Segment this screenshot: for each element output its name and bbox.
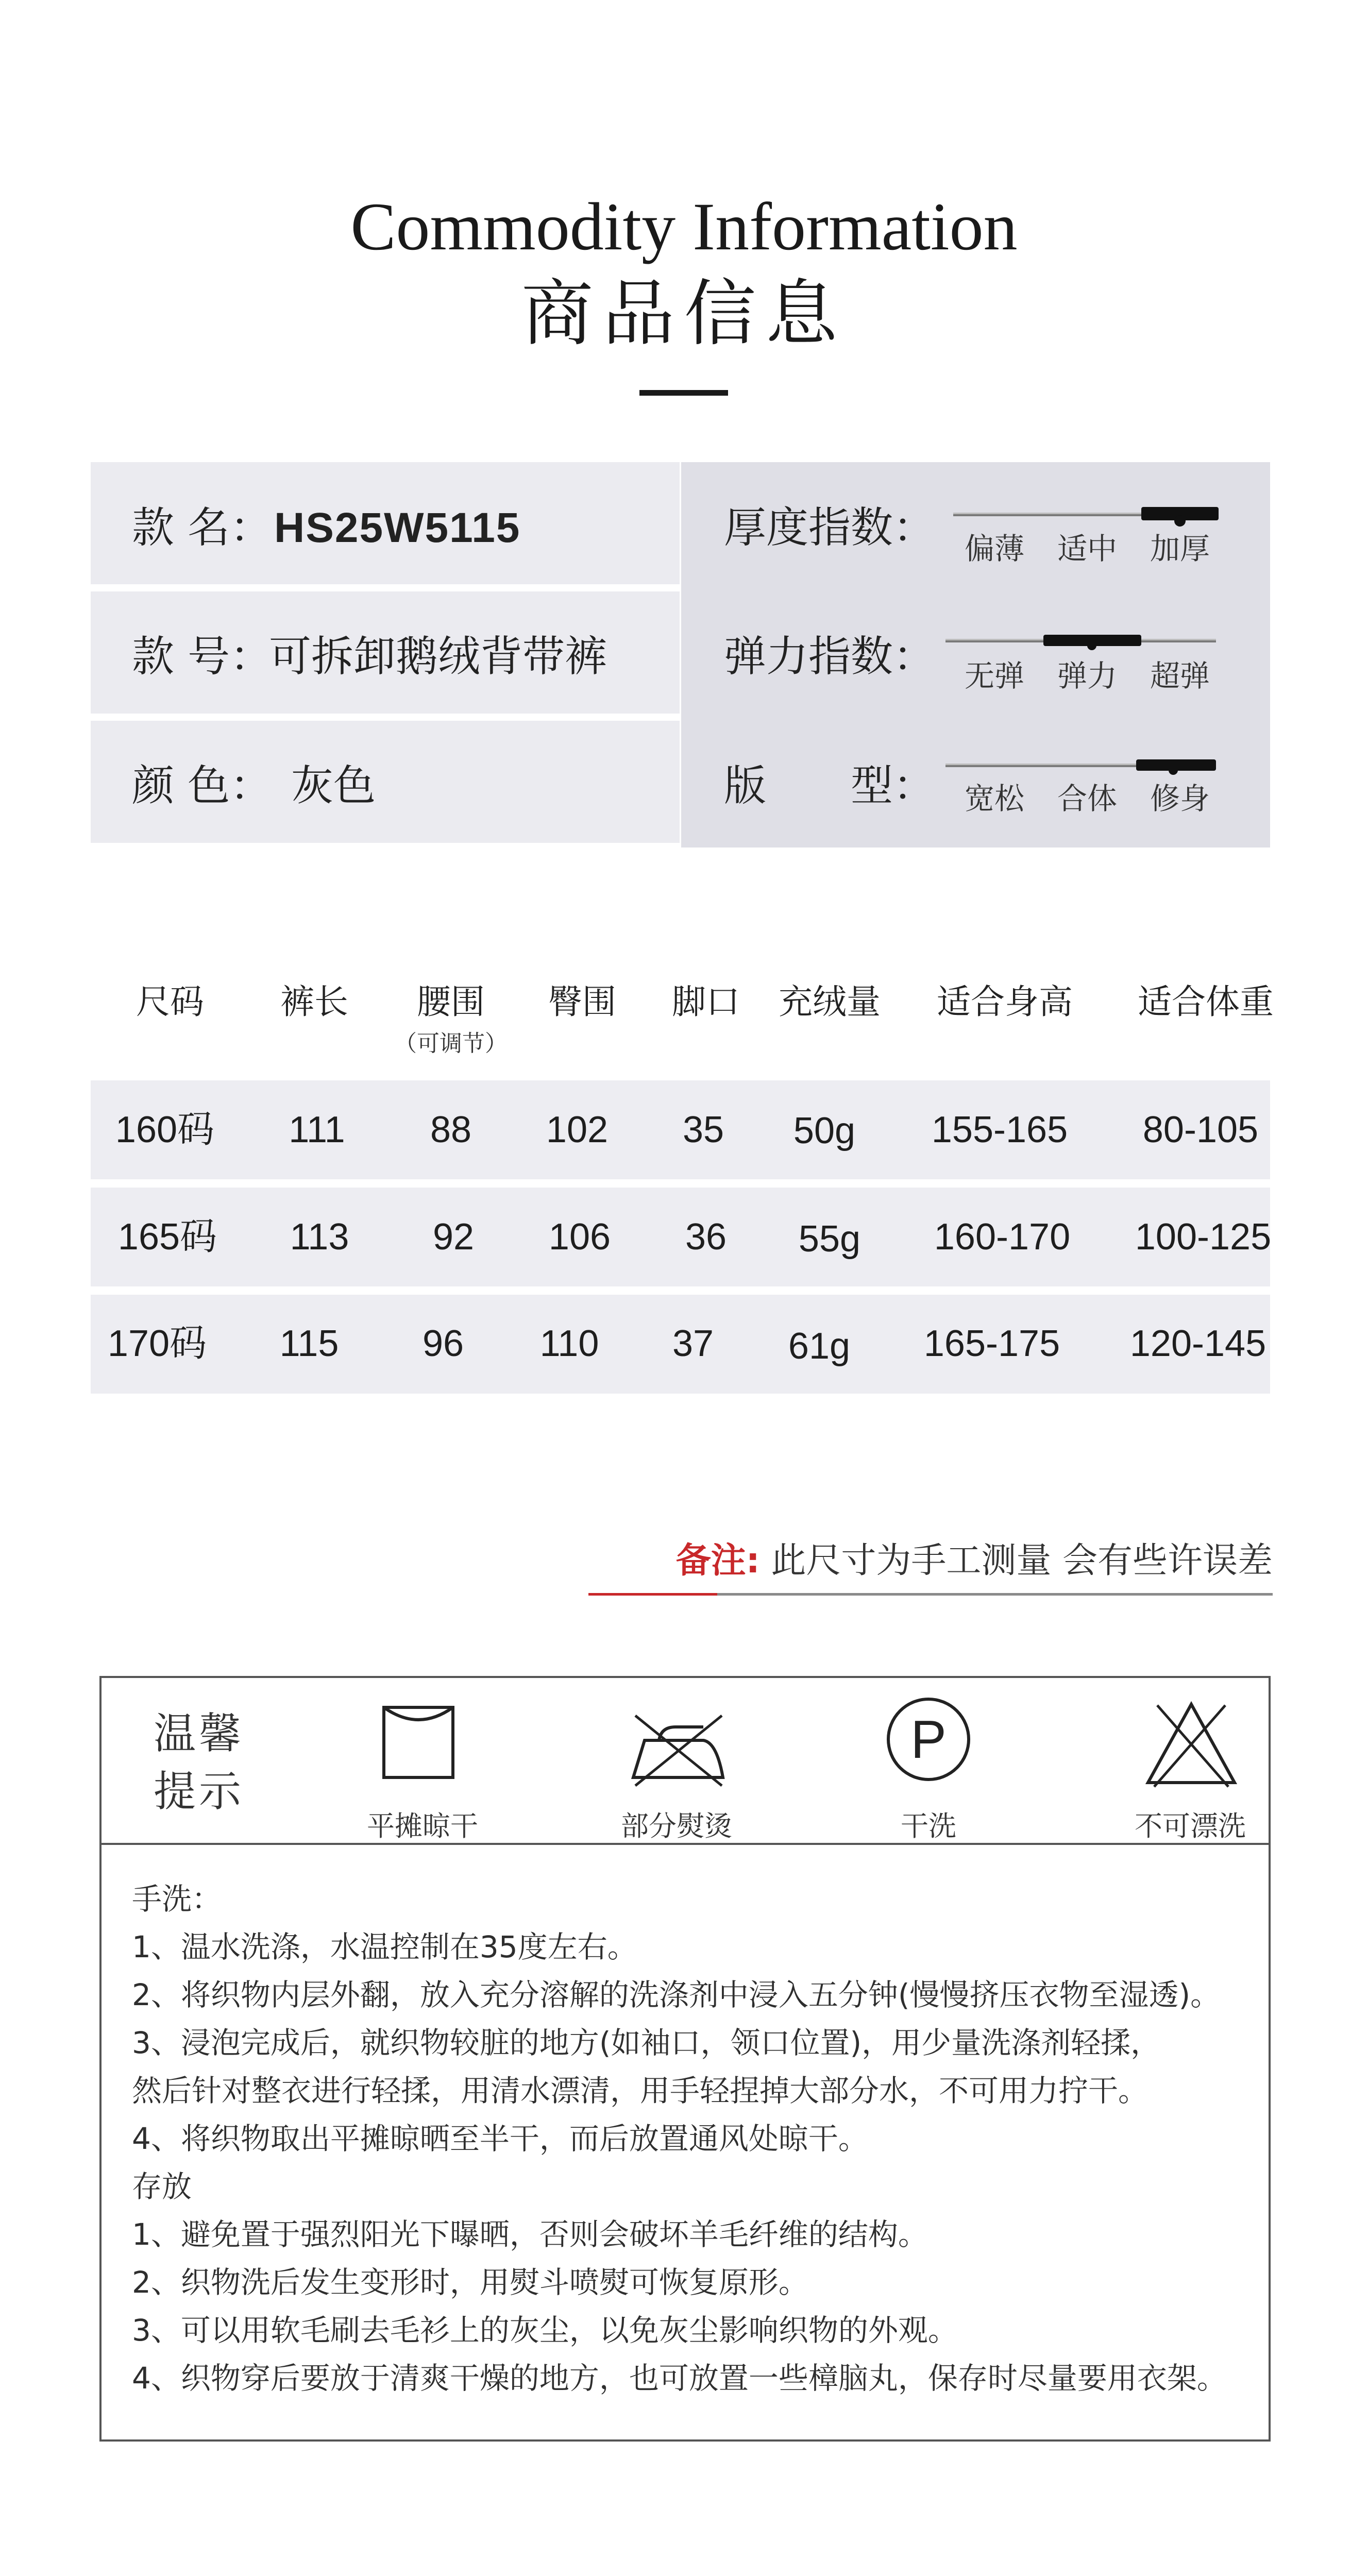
size-cell: 37 [672, 1323, 714, 1364]
size-cell: 111 [289, 1109, 345, 1150]
size-header-length: 裤长 [280, 982, 348, 1022]
thickness-tick-medium: 适中 [1057, 531, 1117, 566]
care-line: 2、将织物内层外翻，放入充分溶解的洗涤剂中浸入五分钟(慢慢挤压衣物至湿透)。 [132, 1977, 1221, 2012]
elasticity-tick-none: 无弹 [964, 658, 1024, 693]
style-name-label: 款 名： [132, 503, 273, 552]
size-cell: 160-170 [934, 1216, 1071, 1258]
size-cell: 165-175 [923, 1323, 1060, 1364]
no-iron-label: 部分熨烫 [621, 1810, 732, 1842]
note-prefix: 备注: [675, 1540, 760, 1581]
care-line: 1、避免置于强烈阳光下曝晒，否则会破坏羊毛纤维的结构。 [132, 2217, 928, 2252]
size-cell: 106 [548, 1216, 611, 1258]
care-title-line-1: 温馨 [154, 1709, 245, 1758]
note-underline [717, 1593, 1273, 1596]
thickness-tick-thin: 偏薄 [964, 531, 1024, 566]
care-title-line-2: 提示 [154, 1767, 245, 1816]
size-cell: 115 [279, 1323, 339, 1364]
color-label: 颜 色： [132, 761, 273, 810]
no-bleach-label: 不可漂洗 [1135, 1810, 1246, 1842]
care-title [154, 1705, 257, 1821]
flat-dry-label: 平摊晾干 [367, 1810, 478, 1842]
dry-clean-label: 干洗 [901, 1810, 956, 1842]
size-cell: 50g [793, 1110, 856, 1151]
care-line-hand-wash-heading: 手洗： [132, 1882, 222, 1917]
no-bleach-icon [1140, 1695, 1243, 1793]
svg-text:P: P [910, 1710, 947, 1770]
size-cell: 160码 [115, 1109, 215, 1150]
size-header-height: 适合身高 [937, 982, 1073, 1022]
size-header-size: 尺码 [136, 982, 204, 1022]
care-line: 然后针对整衣进行轻揉，用清水漂清，用手轻捏掉大部分水，不可用力拧干。 [132, 2073, 1149, 2108]
flat-dry-icon [367, 1695, 470, 1793]
size-header-leg-opening: 脚口 [672, 982, 740, 1022]
thickness-label: 厚度指数： [724, 503, 936, 552]
note-underline-accent [588, 1593, 717, 1596]
size-cell: 165码 [117, 1216, 217, 1258]
size-cell: 170码 [107, 1323, 207, 1364]
thickness-notch [1174, 515, 1186, 527]
elasticity-tick-stretch: 弹力 [1057, 658, 1117, 693]
care-line: 4、织物穿后要放于清爽干燥的地方，也可放置一些樟脑丸，保存时尽量要用衣架。 [132, 2361, 1227, 2396]
style-name-value: HS25W5115 [274, 504, 521, 551]
title-chinese: 商品信息 [521, 272, 847, 356]
size-cell: 80-105 [1142, 1109, 1259, 1150]
title-underline [639, 390, 728, 396]
size-cell: 113 [290, 1216, 349, 1258]
title-english: Commodity Information [350, 189, 1018, 264]
size-cell: 92 [432, 1216, 475, 1258]
color-value: 灰色 [291, 761, 376, 810]
dry-clean-icon [877, 1690, 980, 1788]
care-line: 4、将织物取出平摊晾晒至半干，而后放置通风处晾干。 [132, 2121, 868, 2156]
care-line: 2、织物洗后发生变形时，用熨斗喷熨可恢复原形。 [132, 2265, 808, 2300]
size-header-waist: 腰围 [417, 982, 485, 1022]
size-header-hip: 臀围 [548, 982, 616, 1022]
elasticity-label: 弹力指数： [724, 632, 936, 681]
care-line: 3、浸泡完成后，就织物较脏的地方(如袖口，领口位置)，用少量洗涤剂轻揉， [132, 2025, 1161, 2060]
measurement-note [587, 1538, 1273, 1584]
style-number-value: 可拆卸鹅绒背带裤 [269, 632, 607, 681]
fit-notch [1169, 766, 1178, 775]
fit-tick-regular: 合体 [1057, 781, 1117, 816]
size-cell: 61g [788, 1326, 851, 1367]
note-text: 此尺寸为手工测量 会有些许误差 [759, 1540, 1273, 1581]
elasticity-tick-super: 超弹 [1150, 658, 1210, 693]
fit-tick-loose: 宽松 [964, 781, 1024, 816]
size-header-weight: 适合体重 [1138, 982, 1274, 1022]
size-cell: 96 [422, 1323, 464, 1364]
size-header-waist-note: （可调节） [394, 1030, 508, 1057]
care-line-storage-heading: 存放 [132, 2169, 192, 2204]
style-number-label: 款 号： [132, 632, 273, 681]
size-cell: 100-125 [1135, 1216, 1272, 1258]
fit-tick-slim: 修身 [1150, 781, 1210, 816]
size-cell: 55g [798, 1218, 861, 1260]
no-iron-icon [626, 1695, 729, 1793]
size-cell: 35 [682, 1109, 724, 1150]
size-cell: 88 [430, 1109, 472, 1150]
care-line: 1、温水洗涤，水温控制在35度左右。 [132, 1929, 637, 1964]
fit-label: 版 型： [724, 761, 936, 810]
size-cell: 110 [539, 1323, 599, 1364]
care-line: 3、可以用软毛刷去毛衫上的灰尘，以免灰尘影响织物的外观。 [132, 2313, 958, 2348]
elasticity-notch [1087, 641, 1096, 650]
size-cell: 102 [546, 1109, 609, 1150]
size-header-down-fill: 充绒量 [779, 982, 881, 1022]
thickness-tick-thick: 加厚 [1150, 531, 1210, 566]
size-cell: 155-165 [931, 1109, 1068, 1150]
size-cell: 120-145 [1129, 1323, 1266, 1364]
size-cell: 36 [685, 1216, 727, 1258]
